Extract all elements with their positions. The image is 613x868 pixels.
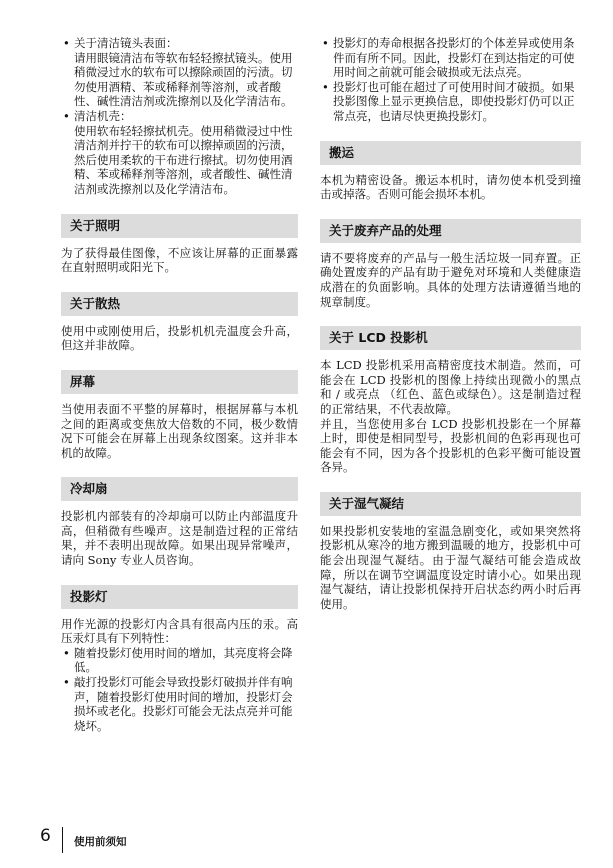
section-text-fan: 投影机内部装有的冷却扇可以防止内部温度升高，但稍微有些噪声。这是制造过程的正常结果，并不表明出现故障。如果出现异常噪声，请向 Sony 专业人员咨询。	[61, 509, 298, 568]
right-column	[320, 36, 581, 611]
section-text-heat: 使用中或刚使用后，投影机机壳温度会升高，但这并非故障。	[61, 323, 298, 353]
section-text-condensation: 如果投影机安装地的室温急剧变化，或如果突然将投影机从寒冷的地方搬到温暖的地方，投影机中可能会出现湿气凝结。由于湿气凝结可能会造成故障，所以在调节空调温度设定时请小心。如果出现湿气凝结，请让投影机保持开启状态约两小时后再使用。	[320, 523, 581, 611]
cabinet-cleaning-text: 使用软布轻轻擦拭机壳。使用稍微浸过中性清洁剂并拧干的软布可以擦掉顽固的污渍，然后使用柔软的干布进行擦拭。切勿使用酒精、苯或稀释剂等溶剂，或者酸性、碱性清洁剂或洗擦剂以及化学清洁布。	[74, 123, 293, 196]
section-text-lighting: 为了获得最佳图像，不应该让屏幕的正面暴露在直射照明或阳光下。	[61, 245, 298, 275]
section-text-screen: 当使用表面不平整的屏幕时，根据屏幕与本机之间的距离或变焦放大倍数的不同，极少数情况下可能会在屏幕上出现条纹图案。这并非本机的故障。	[61, 401, 298, 460]
section-heading-fan: 冷却扇	[61, 477, 298, 501]
cabinet-cleaning-heading: • 清洁机壳：	[74, 108, 132, 123]
list-item: • 随着投影灯使用时间的增加，其亮度将会降低。	[61, 646, 298, 675]
section-heading-transport: 搬运	[320, 141, 581, 165]
list-item: • 投影灯的寿命根据各投影灯的个体差异或使用条件而有所不同。因此，投影灯在到达指定的可使用时间之前就可能会破损或无法点亮。	[320, 36, 581, 80]
lens-cleaning-text: 请用眼镜清洁布等软布轻轻擦拭镜头。使用稍微浸过水的软布可以擦除顽固的污渍。切勿使用酒精、苯或稀释剂等溶剂，或者酸性、碱性清洁剂或洗擦剂以及化学清洁布。	[74, 50, 293, 109]
section-heading-lamp: 投影灯	[61, 585, 298, 609]
section-heading-lcd: 关于 LCD 投影机	[320, 326, 581, 350]
section-text-lcd-1: 本 LCD 投影机采用高精密度技术制造。然而，可能会在 LCD 投影机的图像上持续出现微小的黑点和 / 或亮点 （红色、蓝色或绿色）。这是制造过程的正常结果，不代表故障。	[320, 358, 581, 416]
section-heading-disposal: 关于废弃产品的处理	[320, 219, 581, 243]
list-item: • 投影灯也可能在超过了可使用时间才破损。如果投影图像上显示更换信息，即使投影灯仍可以正常点亮，也请尽快更换投影灯。	[320, 80, 581, 124]
section-heading-screen: 屏幕	[61, 370, 298, 394]
section-heading-heat: 关于散热	[61, 292, 298, 316]
left-column	[61, 36, 298, 733]
list-item	[61, 109, 298, 197]
section-text-transport: 本机为精密设备。搬运本机时，请勿使本机受到撞击或掉落。否则可能会损坏本机。	[320, 172, 581, 202]
list-item: • 敲打投影灯可能会导致投影灯破损并伴有响声，随着投影灯使用时间的增加，投影灯会损坏或老化。投影灯可能会无法点亮并可能烧坏。	[61, 675, 298, 733]
footer-divider	[62, 827, 63, 853]
footer-section-label: 使用前须知	[74, 836, 127, 848]
section-text-disposal: 请不要将废弃的产品与一般生活垃圾一同弃置。正确处置废弃的产品有助于避免对环境和人类健康造成潜在的负面影响。具体的处理方法请遵循当地的规章制度。	[320, 250, 581, 309]
section-text-lcd-2: 并且，当您使用多台 LCD 投影机投影在一个屏幕上时，即使是相同型号，投影机间的色彩再现也可能会有不同，因为各个投影机的色彩平衡可能设置各异。	[320, 416, 581, 475]
section-text-lamp: 用作光源的投影灯内含具有很高内压的汞。高压汞灯具有下列特性：	[61, 616, 298, 646]
list-item	[61, 36, 298, 109]
section-heading-lighting: 关于照明	[61, 214, 298, 238]
section-heading-condensation: 关于湿气凝结	[320, 492, 581, 516]
lens-cleaning-heading: • 关于清洁镜头表面：	[74, 36, 178, 50]
page-footer	[0, 826, 613, 856]
page-number: 6	[40, 826, 51, 846]
